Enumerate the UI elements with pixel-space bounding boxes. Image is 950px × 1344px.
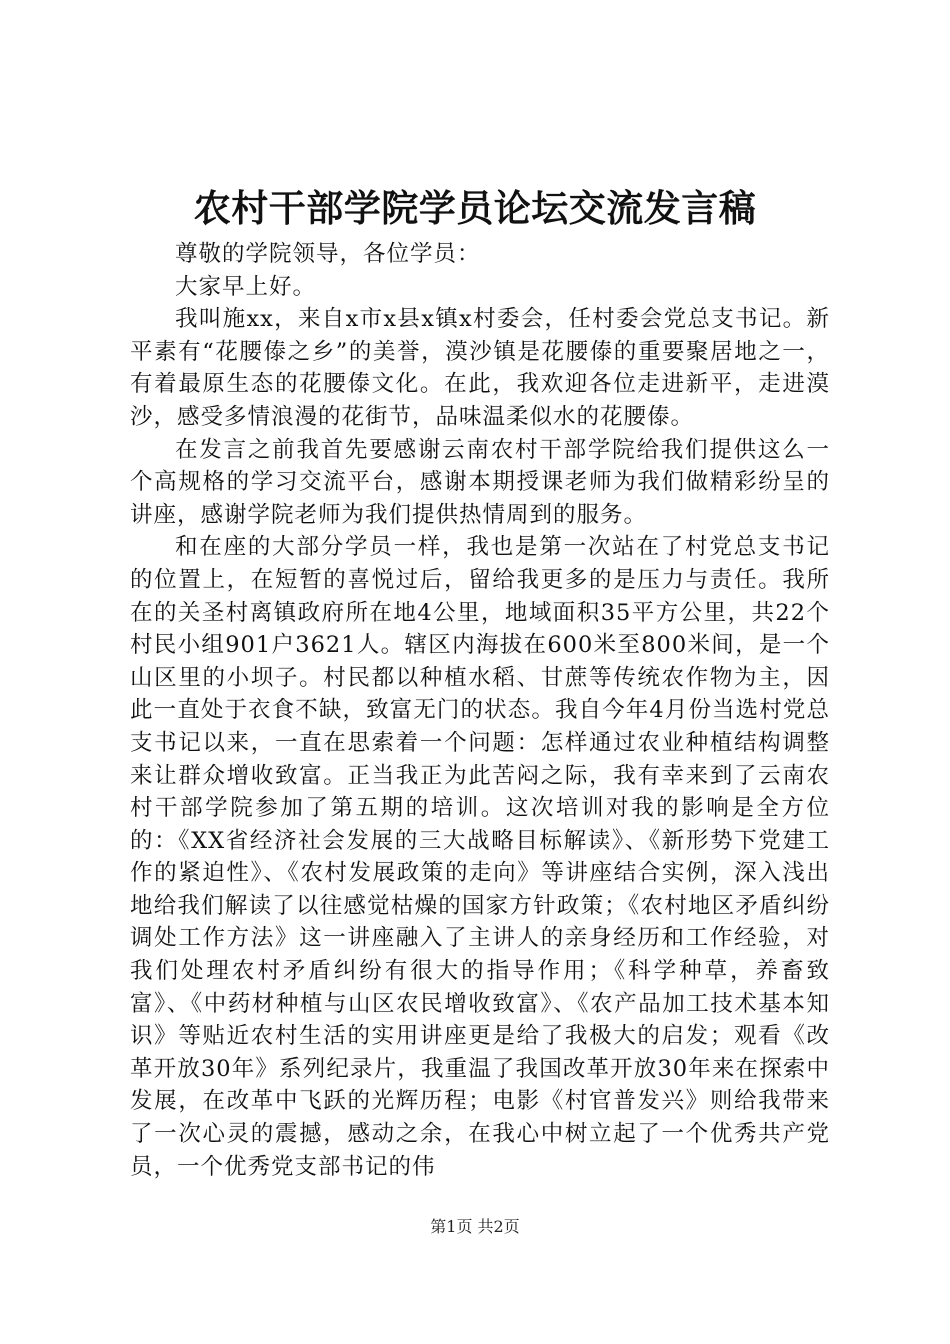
page-number-footer: 第1页 共2页: [430, 1217, 520, 1236]
experience-paragraph: 和在座的大部分学员一样，我也是第一次站在了村党总支书记的位置上，在短暂的喜悦过后，留给我更多的是压力与责任。我所在的关圣村离镇政府所在地4公里，地域面积35平方公里，共22个村民小组901户3621人。辖区内海拔在600米至800米间，是一个山区里的小坝子。村民都以种植水稻、甘蔗等传统农作物为主，因此一直处于衣食不缺，致富无门的状态。我自今年4月份当选村党总支书记以来，一直在思索着一个问题：怎样通过农业种植结构调整来让群众增收致富。正当我正为此苦闷之际，我有幸来到了云南农村干部学院参加了第五期的培训。这次培训对我的影响是全方位的：《XX省经济社会发展的三大战略目标解读》、《新形势下党建工作的紧迫性》、《农村发展政策的走向》等讲座结合实例，深入浅出地给我们解读了以往感觉枯燥的国家方针政策；《农村地区矛盾纠纷调处工作方法》这一讲座融入了主讲人的亲身经历和工作经验，对我们处理农村矛盾纠纷有很大的指导作用；《科学种草，养畜致富》、《中药材种植与山区农民增收致富》、《农产品加工技术基本知识》等贴近农村生活的实用讲座更是给了我极大的启发；观看《改革开放30年》系列纪录片，我重温了我国改革开放30年来在探索中发展，在改革中飞跃的光辉历程；电影《村官普发兴》则给我带来了一次心灵的震撼，感动之余，在我心中树立起了一个优秀共产党员，一个优秀党支部书记的伟: [130, 534, 830, 1180]
self-introduction-paragraph: 我叫施xx，来自x市x县x镇x村委会，任村委会党总支书记。新平素有“花腰傣之乡”的美誉，漠沙镇是花腰傣的重要聚居地之一，有着最原生态的花腰傣文化。在此，我欢迎各位走进新平，走进漠沙，感受多情浪漫的花街节，品味温柔似水的花腰傣。: [130, 306, 830, 430]
document-title: 农村干部学院学员论坛交流发言稿: [193, 186, 757, 230]
thanks-paragraph: 在发言之前我首先要感谢云南农村干部学院给我们提供这么一个高规格的学习交流平台，感谢本期授课老师为我们做精彩纷呈的讲座，感谢学院老师为我们提供热情周到的服务。: [130, 436, 830, 528]
document-body: [130, 238, 830, 1183]
salutation-paragraph: 尊敬的学院领导，各位学员：: [175, 241, 481, 267]
greeting-paragraph: 大家早上好。: [175, 273, 317, 300]
